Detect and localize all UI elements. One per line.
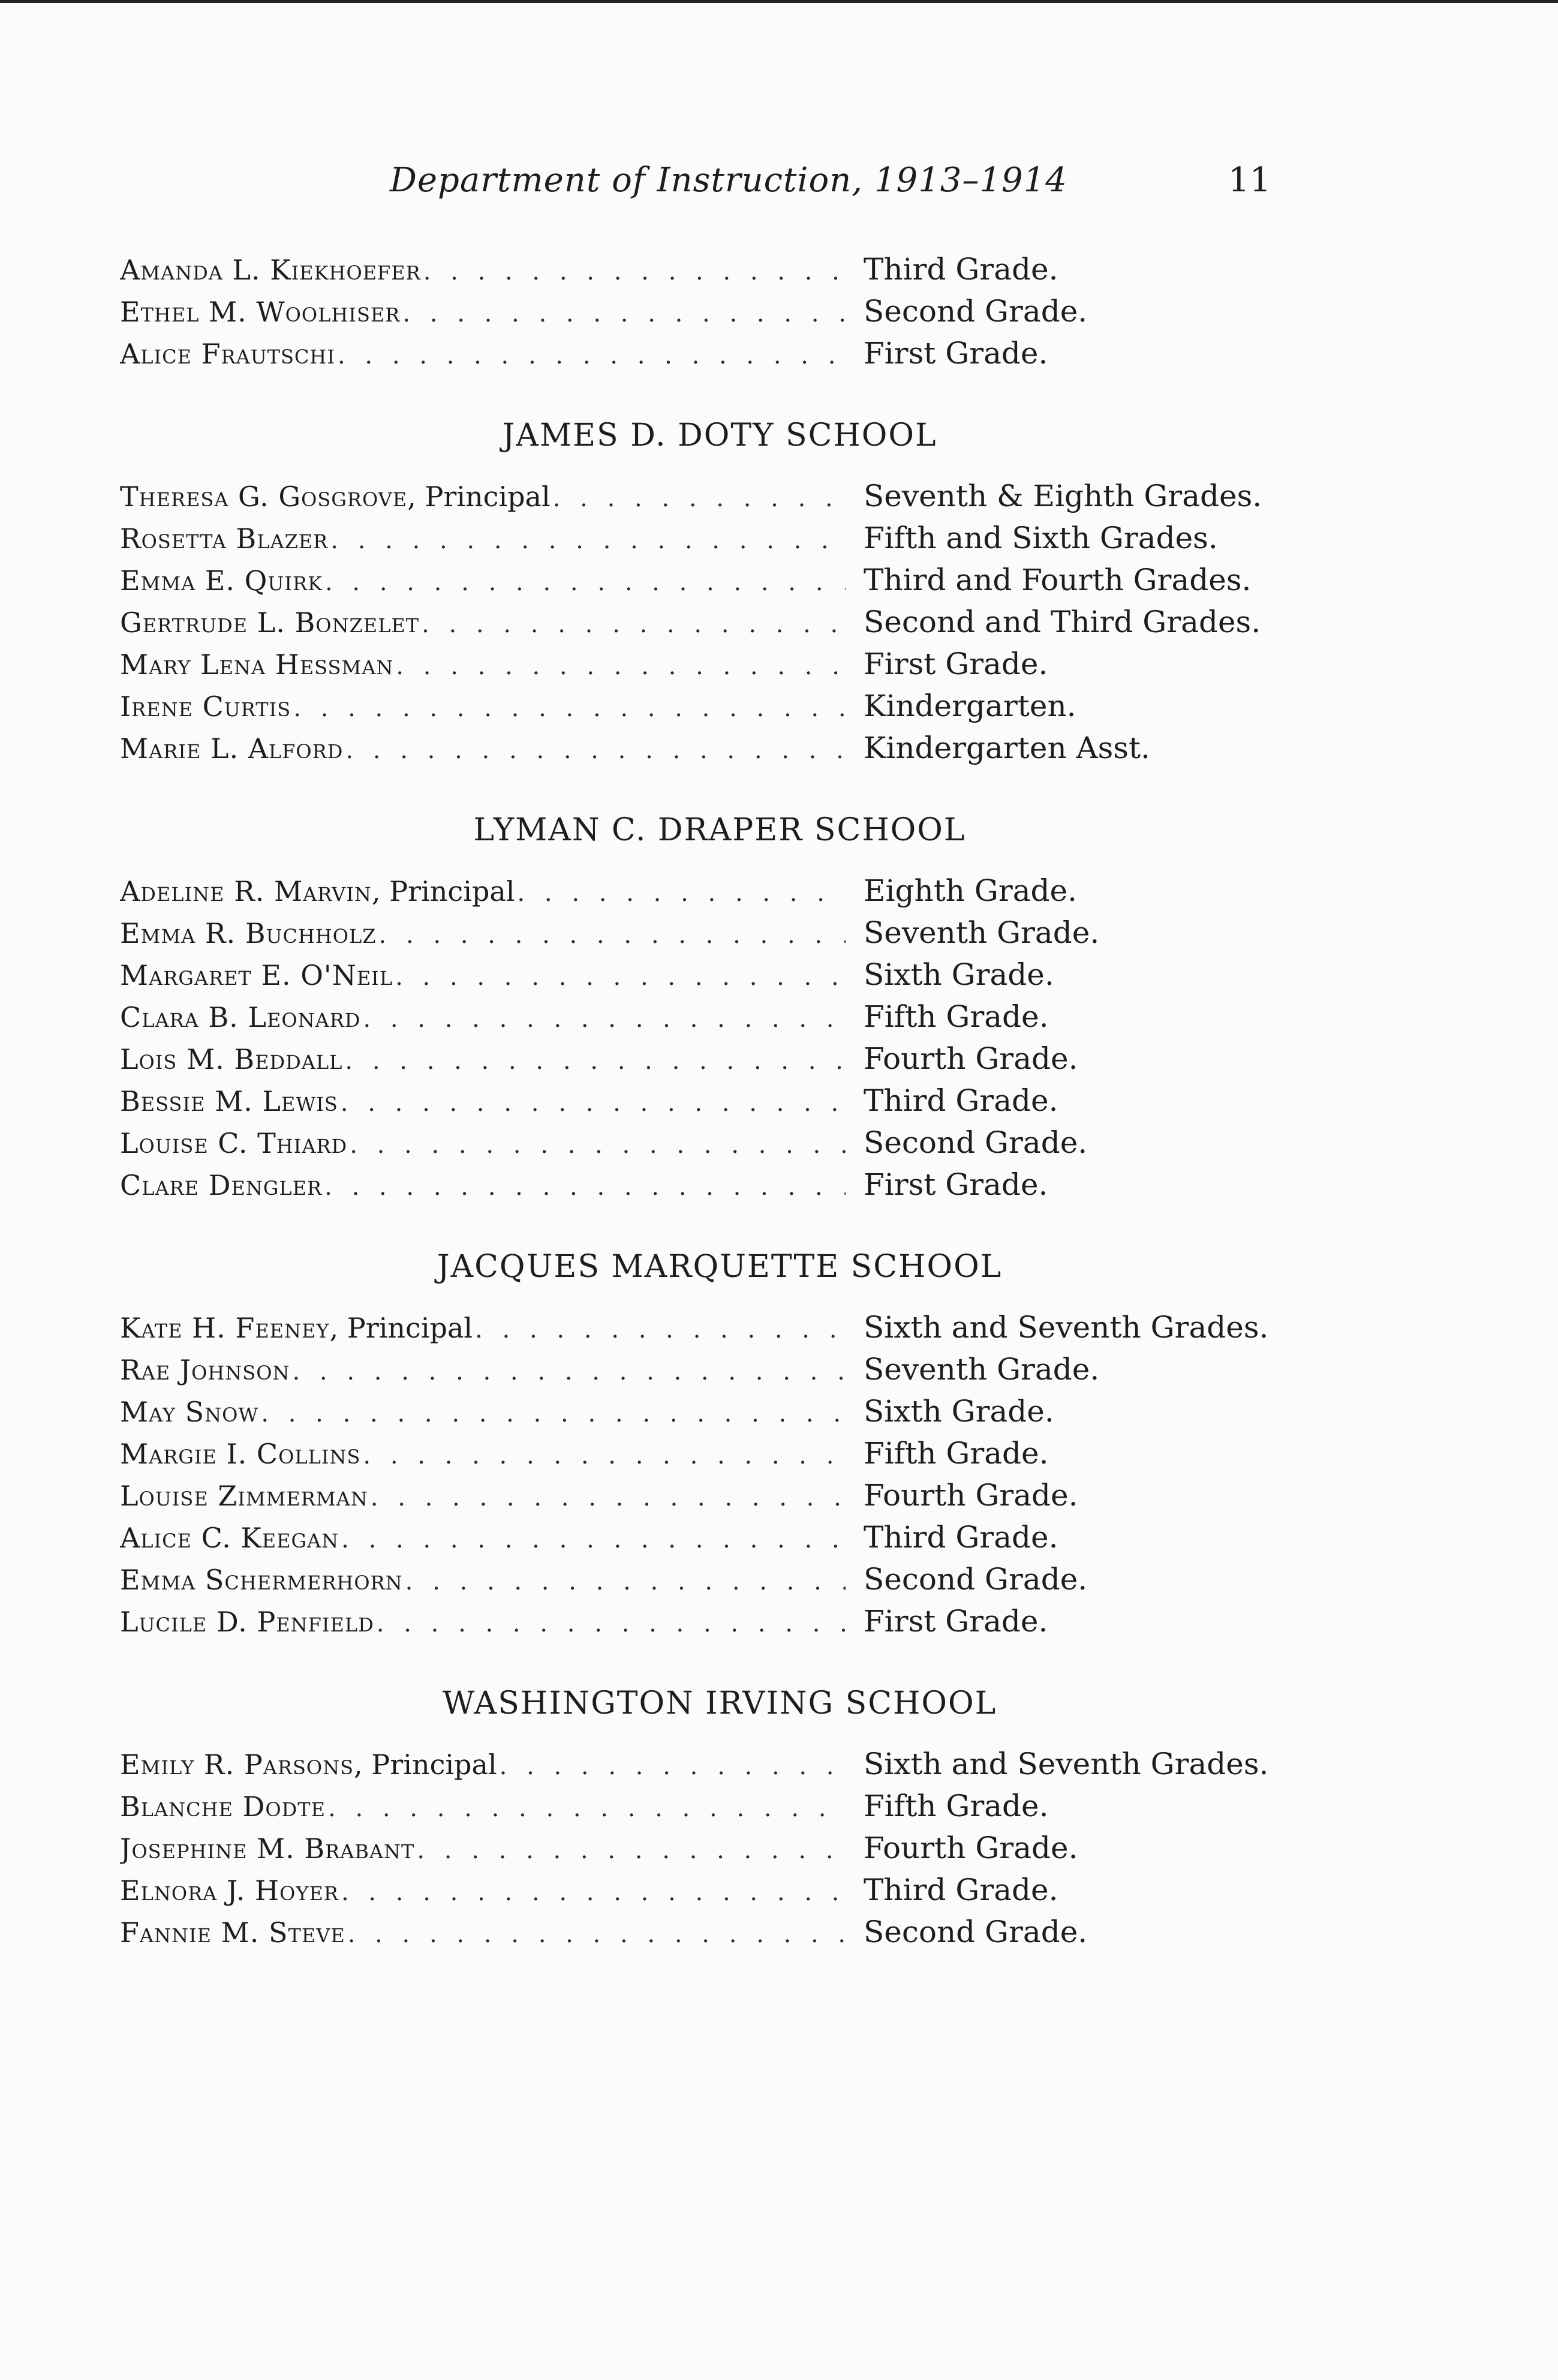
dot-leader [330, 527, 846, 554]
staff-name: Ethel M. Woolhiser [120, 296, 401, 328]
staff-grade: Seventh Grade. [864, 1352, 1100, 1387]
page-number: 11 [1228, 161, 1271, 200]
dot-leader [345, 737, 846, 764]
staff-name: Irene Curtis [120, 690, 291, 723]
dot-leader [405, 1568, 846, 1595]
staff-entry [120, 731, 1319, 773]
staff-name: Lois M. Beddall [120, 1043, 343, 1075]
running-header [0, 161, 1558, 209]
header-title: Department of Instruction, 1913–1914 [390, 161, 1067, 200]
staff-name: Elnora J. Hoyer [120, 1874, 339, 1907]
staff-grade: Fifth Grade. [864, 1789, 1049, 1823]
dot-leader [348, 1921, 846, 1948]
staff-name: Amanda L. Kiekhoefer [120, 254, 421, 286]
dot-leader [350, 1131, 846, 1159]
staff-name: Rosetta Blazer [120, 522, 329, 555]
school-heading: JACQUES MARQUETTE SCHOOL [437, 1249, 1003, 1285]
dot-leader [417, 1837, 846, 1864]
dot-leader [345, 1047, 846, 1075]
staff-entry [120, 252, 1319, 294]
staff-name: Clara B. Leonard [120, 1001, 361, 1033]
school-heading: JAMES D. DOTY SCHOOL [502, 417, 937, 453]
staff-grade: Sixth Grade. [864, 1394, 1054, 1429]
staff-grade: Eighth Grade. [864, 873, 1078, 908]
staff-name: Fannie M. Steve [120, 1916, 345, 1949]
staff-entry [120, 1478, 1319, 1520]
continued-list [120, 252, 1319, 378]
school-section [120, 1249, 1319, 1646]
staff-entry [120, 1167, 1319, 1209]
school-section [120, 812, 1319, 1209]
dot-leader [363, 1005, 846, 1033]
staff-grade: Sixth Grade. [864, 957, 1054, 992]
staff-entry [120, 563, 1319, 605]
staff-entry [120, 336, 1319, 378]
dot-leader [363, 1442, 846, 1470]
staff-grade: Seventh Grade. [864, 915, 1100, 950]
staff-grade: First Grade. [864, 1604, 1048, 1639]
staff-entry [120, 957, 1319, 999]
staff-title: , Principal [371, 875, 515, 907]
staff-entry [120, 1041, 1319, 1083]
staff-grade: Second Grade. [864, 1915, 1088, 1949]
dot-leader [293, 695, 846, 722]
staff-entry [120, 873, 1319, 915]
dot-leader [328, 1795, 846, 1822]
school-heading: LYMAN C. DRAPER SCHOOL [473, 812, 966, 848]
staff-name: Clare Dengler [120, 1169, 323, 1201]
staff-name: Bessie M. Lewis [120, 1085, 338, 1117]
staff-grade: Second Grade. [864, 1125, 1088, 1160]
staff-entry [120, 479, 1319, 521]
staff-entry [120, 1520, 1319, 1562]
staff-grade: Second Grade. [864, 1562, 1088, 1597]
school-section [120, 1685, 1319, 1957]
staff-grade: Second and Third Grades. [864, 605, 1261, 639]
dot-leader [475, 1316, 846, 1344]
staff-entry [120, 1789, 1319, 1831]
dot-leader [341, 1089, 846, 1117]
staff-grade: Second Grade. [864, 294, 1088, 329]
dot-leader [402, 300, 846, 327]
staff-grade: First Grade. [864, 336, 1048, 371]
staff-entry [120, 1125, 1319, 1167]
school-heading: WASHINGTON IRVING SCHOOL [442, 1685, 997, 1721]
staff-grade: Third Grade. [864, 1083, 1058, 1118]
staff-name: Rae Johnson [120, 1354, 290, 1386]
staff-grade: Third and Fourth Grades. [864, 563, 1252, 597]
staff-name: Josephine M. Brabant [120, 1832, 415, 1865]
dot-leader [395, 963, 846, 991]
staff-name: Emily R. Parsons [120, 1748, 354, 1781]
staff-entry [120, 1915, 1319, 1957]
staff-entry [120, 1873, 1319, 1915]
staff-name: Kate H. Feeney [120, 1312, 330, 1344]
staff-name: May Snow [120, 1396, 259, 1428]
staff-name: Marie L. Alford [120, 732, 344, 765]
dot-leader [423, 258, 846, 286]
staff-grade: Fifth and Sixth Grades. [864, 521, 1218, 555]
dot-leader [518, 879, 846, 907]
staff-entry [120, 605, 1319, 647]
staff-grade: Sixth and Seventh Grades. [864, 1747, 1269, 1781]
staff-entry [120, 521, 1319, 563]
staff-entry [120, 1604, 1319, 1646]
staff-name: Blanche Dodte [120, 1790, 326, 1823]
dot-leader [553, 485, 846, 512]
staff-name: Emma R. Buchholz [120, 917, 377, 949]
staff-grade: Kindergarten. [864, 689, 1076, 723]
dot-leader [500, 1753, 846, 1780]
staff-name: Louise Zimmerman [120, 1480, 368, 1512]
staff-grade: Seventh & Eighth Grades. [864, 479, 1262, 513]
staff-name: Theresa G. Gosgrove [120, 480, 408, 513]
document-body [120, 252, 1319, 1957]
staff-grade: Fourth Grade. [864, 1478, 1078, 1513]
staff-title: , Principal [407, 480, 551, 513]
staff-name: Emma Schermerhorn [120, 1564, 403, 1596]
staff-grade: Fourth Grade. [864, 1831, 1078, 1865]
staff-entry [120, 915, 1319, 957]
staff-name: Margaret E. O'Neil [120, 959, 393, 991]
staff-grade: Third Grade. [864, 1873, 1058, 1907]
school-section [120, 417, 1319, 773]
dot-leader [292, 1358, 846, 1386]
dot-leader [371, 1484, 846, 1511]
dot-leader [377, 1610, 846, 1637]
staff-entry [120, 294, 1319, 336]
dot-leader [422, 611, 846, 638]
staff-name: Gertrude L. Bonzelet [120, 606, 420, 639]
staff-grade: First Grade. [864, 647, 1048, 681]
staff-grade: Third Grade. [864, 252, 1058, 287]
staff-name: Lucile D. Penfield [120, 1606, 374, 1638]
staff-entry [120, 1352, 1319, 1394]
staff-name: Emma E. Quirk [120, 564, 323, 597]
staff-name: Alice Frautschi [120, 338, 335, 370]
staff-grade: Third Grade. [864, 1520, 1058, 1555]
staff-entry [120, 1310, 1319, 1352]
staff-name: Louise C. Thiard [120, 1127, 348, 1159]
dot-leader [325, 569, 846, 596]
staff-name: Margie I. Collins [120, 1438, 361, 1470]
dot-leader [341, 1526, 846, 1553]
dot-leader [324, 1173, 846, 1201]
staff-grade: Fourth Grade. [864, 1041, 1078, 1076]
staff-name: Alice C. Keegan [120, 1522, 339, 1554]
staff-entry [120, 1394, 1319, 1436]
dot-leader [396, 653, 846, 680]
staff-grade: Fifth Grade. [864, 999, 1049, 1034]
dot-leader [338, 342, 846, 369]
staff-entry [120, 1436, 1319, 1478]
staff-grade: Fifth Grade. [864, 1436, 1049, 1471]
staff-entry [120, 1083, 1319, 1125]
staff-entry [120, 1562, 1319, 1604]
staff-entry [120, 999, 1319, 1041]
staff-grade: Kindergarten Asst. [864, 731, 1150, 765]
staff-name: Adeline R. Marvin [120, 875, 372, 907]
dot-leader [341, 1879, 846, 1906]
dot-leader [261, 1400, 846, 1428]
staff-entry [120, 1831, 1319, 1873]
staff-entry [120, 647, 1319, 689]
staff-title: , Principal [329, 1312, 473, 1344]
staff-title: , Principal [354, 1748, 497, 1781]
staff-entry [120, 689, 1319, 731]
staff-entry [120, 1747, 1319, 1789]
staff-name: Mary Lena Hessman [120, 648, 394, 681]
staff-grade: Sixth and Seventh Grades. [864, 1310, 1269, 1345]
dot-leader [379, 921, 846, 949]
staff-grade: First Grade. [864, 1167, 1048, 1202]
